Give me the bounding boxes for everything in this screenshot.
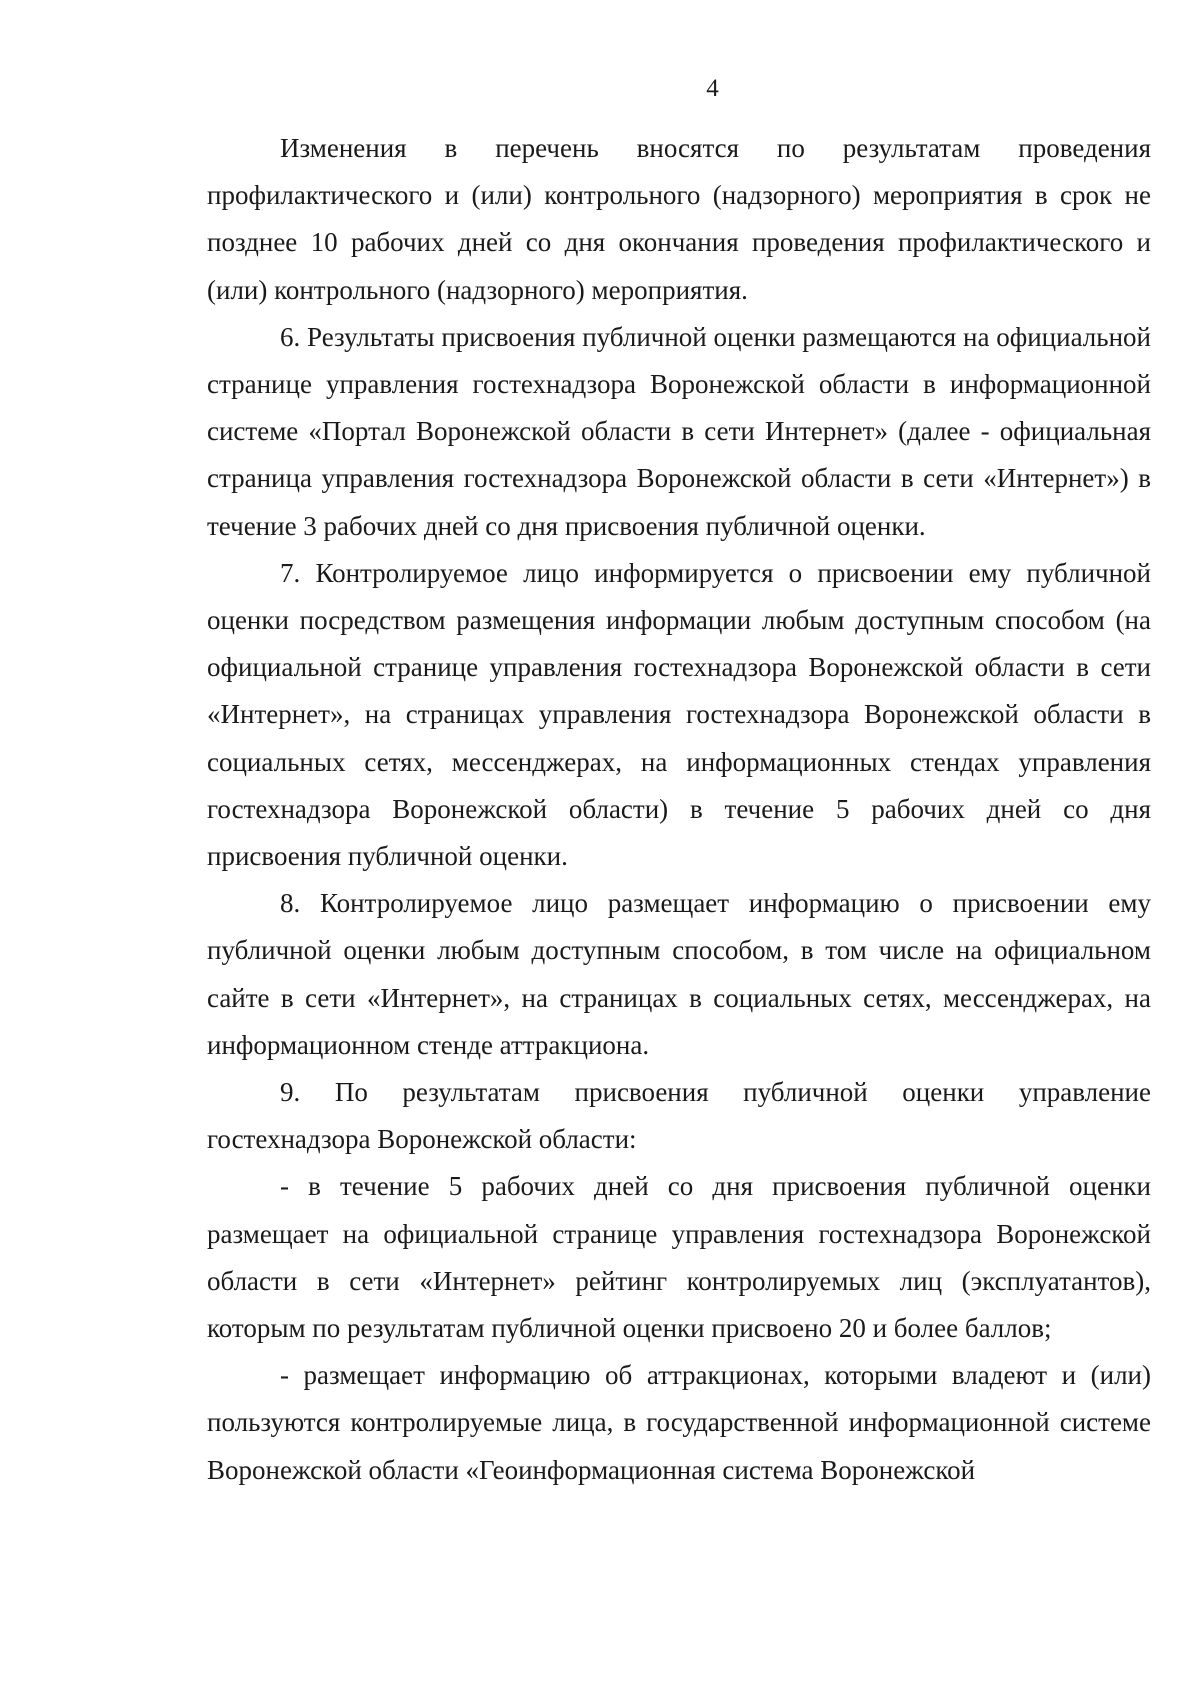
list-item-rating-publication: - в течение 5 рабочих дней со дня присвоения публичной оценки размещает на официальной странице управления гостехнадзора Воронежской области в сети «Интернет» рейтинг контролируемых лиц (эксплуатантов), которым по результатам публичной оценки присвоено 20 и более баллов; xyxy=(207,1171,1151,1344)
paragraph-7-person-informed: 7. Контролируемое лицо информируется о присвоении ему публичной оценки посредством размещения информации любым доступным способом (на официальной странице управления гостехнадзора Воронежской области в сети «Интернет», на страницах управления гостехнадзора Воронежской области в социальных сетях, мессенджерах, на информационных стендах управления гостехнадзора Воронежской области) в течение 5 рабочих дней со дня присвоения публичной оценки. xyxy=(207,557,1151,872)
paragraph-9-results-actions: 9. По результатам присвоения публичной оценки управление гостехнадзора Воронежской области: xyxy=(207,1077,1151,1155)
paragraph-8-person-publishes: 8. Контролируемое лицо размещает информацию о присвоении ему публичной оценки любым доступным способом, в том числе на официальном сайте в сети «Интернет», на страницах в социальных сетях, мессенджерах, на информационном стенде аттракциона. xyxy=(207,888,1151,1060)
list-item-gis-publication: - размещает информацию об аттракционах, которыми владеют и (или) пользуются контролируемые лица, в государственной информационной системе Воронежской области «Геоинформационная система Воронежской xyxy=(207,1360,1151,1485)
paragraph-list-changes: Изменения в перечень вносятся по результатам проведения профилактического и (или) контрольного (надзорного) мероприятия в срок не позднее 10 рабочих дней со дня окончания проведения профилактического и (или) контрольного (надзорного) мероприятия. xyxy=(207,133,1151,305)
paragraph-6-results-publication: 6. Результаты присвоения публичной оценки размещаются на официальной странице управления гостехнадзора Воронежской области в информационной системе «Портал Воронежской области в сети Интернет» (далее - официальная страница управления гостехнадзора Воронежской области в сети «Интернет») в течение 3 рабочих дней со дня присвоения публичной оценки. xyxy=(207,321,1151,541)
document-body xyxy=(207,125,1151,1494)
page-number: 4 xyxy=(706,75,719,102)
